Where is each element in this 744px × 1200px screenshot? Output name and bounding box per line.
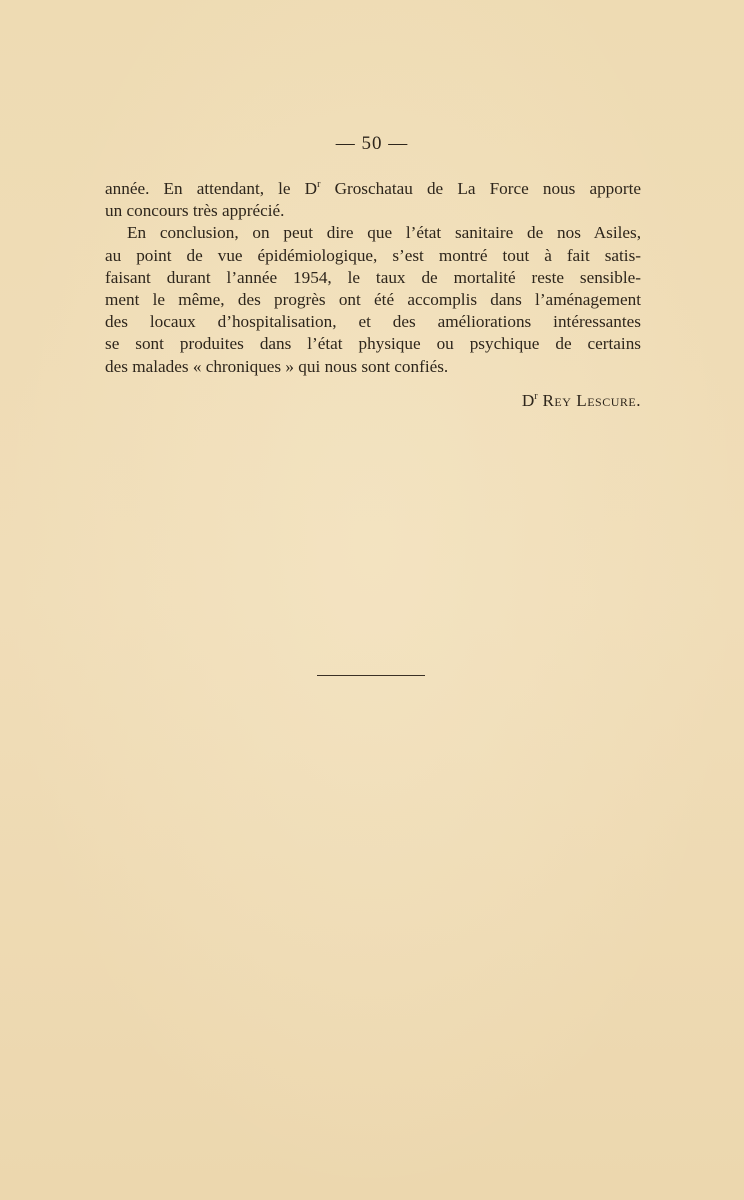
signature [522,391,641,411]
superscript: r [317,179,321,190]
paragraph-2-line-1: En conclusion, on peut dire que l’état sanitaire de nos Asiles, [127,223,641,243]
paragraph-2-line-5: des locaux d’hospitalisation, et des améliorations intéressantes [105,312,641,332]
paragraph-2-line-4: ment le même, des progrès ont été accomplis dans l’aménagement [105,289,641,309]
page-number: — 50 — [335,133,409,154]
paragraph-1-line-2: un concours très apprécié. [105,201,285,221]
horizontal-rule [317,675,425,676]
signature-name: Rey Lescure. [537,391,641,410]
paragraph-2-line-2: au point de vue épidémiologique, s’est montré tout à fait satis- [105,245,641,265]
paragraph-1-line-1 [105,178,641,200]
paragraph-2-line-7: des malades « chroniques » qui nous sont confiés. [105,356,449,376]
signature-title: D [521,391,535,410]
paragraph-2-line-6: se sont produites dans l’état physique ou psychique de certains [105,334,641,354]
body-text [105,178,641,378]
text-fragment: année. En attendant, le D [105,179,318,198]
signature-title-superscript: r [534,391,538,402]
paragraph-2-line-3: faisant durant l’année 1954, le taux de mortalité reste sensible- [105,267,641,287]
text-fragment: Groschatau de La Force nous apporte [320,179,641,198]
